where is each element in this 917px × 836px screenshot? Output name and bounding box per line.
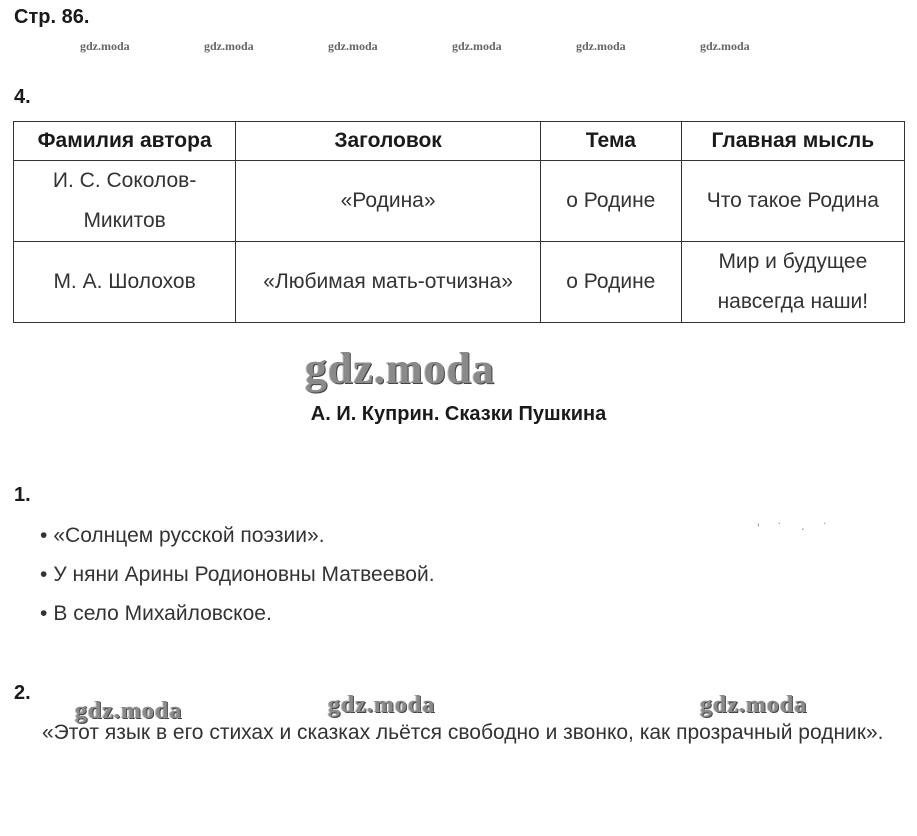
watermark: gdz.moda: [80, 39, 130, 53]
watermark: gdz.moda: [328, 692, 436, 718]
table-row: [14, 161, 905, 242]
scan-artifact: '˙·˙: [757, 520, 846, 536]
cell-title: «Родина»: [236, 161, 541, 242]
cell-theme: о Родине: [540, 161, 681, 242]
list-item: • В село Михайловское.: [40, 602, 272, 625]
bullet-dot: •: [40, 602, 48, 625]
watermark: gdz.moda: [328, 39, 378, 53]
table-header-row: [14, 122, 905, 161]
task-2-quote: «Этот язык в его стихах и сказках льётся свободно и звонко, как прозрачный родник».: [42, 721, 884, 744]
header-theme: Тема: [540, 122, 681, 161]
watermark: gdz.moda: [204, 39, 254, 53]
task-2-number: 2.: [14, 682, 31, 704]
cell-theme: о Родине: [540, 242, 681, 323]
watermark-large: gdz.moda: [305, 344, 496, 393]
watermark: gdz.moda: [700, 39, 750, 53]
cell-author: И. С. Соколов-Микитов: [14, 161, 236, 242]
task-4-number: 4.: [14, 86, 31, 108]
section-title: А. И. Куприн. Сказки Пушкина: [310, 403, 607, 425]
task-1-number: 1.: [14, 484, 31, 506]
header-idea: Главная мысль: [681, 122, 904, 161]
bullet-dot: •: [40, 563, 48, 586]
cell-idea: Мир и будущее навсегда наши!: [681, 242, 904, 323]
list-item: • У няни Арины Родионовны Матвеевой.: [40, 563, 435, 586]
watermark: gdz.moda: [576, 39, 626, 53]
page-number: Стр. 86.: [14, 6, 90, 28]
header-author: Фамилия автора: [14, 122, 236, 161]
watermark: gdz.moda: [700, 692, 808, 718]
table-row: [14, 242, 905, 323]
watermark: gdz.moda: [452, 39, 502, 53]
cell-title: «Любимая мать-отчизна»: [236, 242, 541, 323]
answers-table: [13, 121, 905, 323]
header-title: Заголовок: [236, 122, 541, 161]
watermark: gdz.moda: [75, 698, 183, 724]
list-item: • «Солнцем русской поэзии».: [40, 524, 325, 547]
cell-author: М. А. Шолохов: [14, 242, 236, 323]
bullet-dot: •: [40, 524, 48, 547]
cell-idea: Что такое Родина: [681, 161, 904, 242]
